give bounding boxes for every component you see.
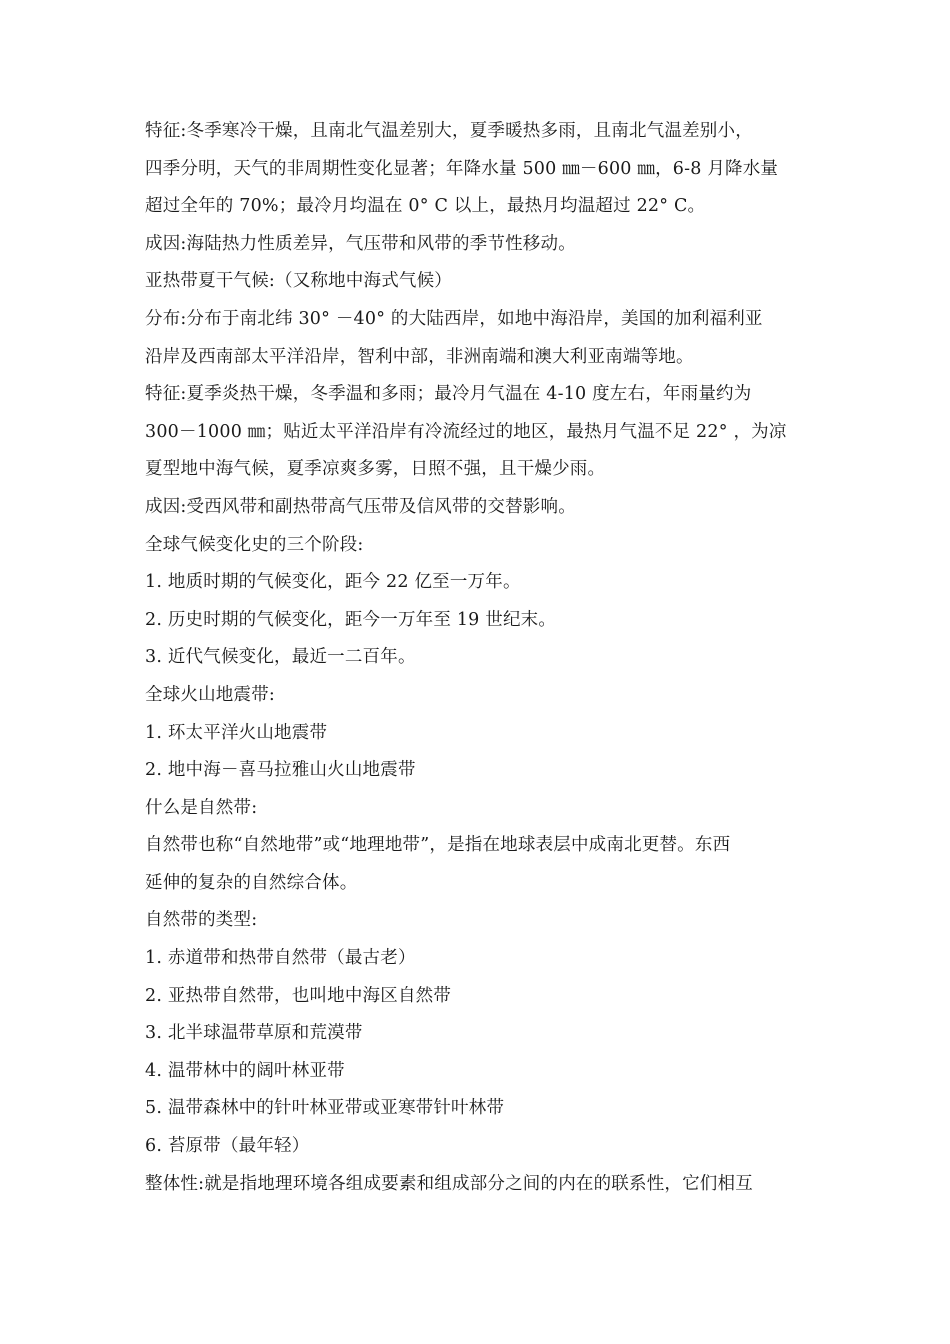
list-item: 3. 北半球温带草原和荒漠带 bbox=[145, 1023, 363, 1044]
text-line: 成因:受西风带和副热带高气压带及信风带的交替影响。 bbox=[145, 496, 576, 517]
text-line: 300－1000 ㎜；贴近太平洋沿岸有冷流经过的地区，最热月气温不足 22° ，为凉 bbox=[145, 421, 787, 442]
list-item: 2. 历史时期的气候变化，距今一万年至 19 世纪末。 bbox=[145, 609, 557, 630]
text-line: 成因:海陆热力性质差异，气压带和风带的季节性移动。 bbox=[145, 233, 576, 254]
section-heading: 亚热带夏干气候:（又称地中海式气候） bbox=[145, 271, 452, 292]
list-item: 3. 近代气候变化，最近一二百年。 bbox=[145, 647, 416, 668]
section-heading: 什么是自然带: bbox=[145, 797, 258, 818]
list-item: 5. 温带森林中的针叶林亚带或亚寒带针叶林带 bbox=[145, 1098, 505, 1119]
document-body bbox=[145, 113, 810, 1203]
text-line: 分布:分布于南北纬 30° －40° 的大陆西岸，如地中海沿岸，美国的加利福利亚 bbox=[145, 308, 763, 329]
section-heading: 全球火山地震带: bbox=[145, 684, 275, 705]
list-item: 4. 温带林中的阔叶林亚带 bbox=[145, 1060, 345, 1081]
text-line: 延伸的复杂的自然综合体。 bbox=[145, 872, 358, 893]
list-item: 1. 赤道带和热带自然带（最古老） bbox=[145, 948, 416, 969]
text-line: 沿岸及西南部太平洋沿岸，智利中部，非洲南端和澳大利亚南端等地。 bbox=[145, 346, 694, 367]
section-heading: 自然带的类型: bbox=[145, 910, 258, 931]
text-line: 夏型地中海气候，夏季凉爽多雾，日照不强，且干燥少雨。 bbox=[145, 459, 606, 480]
text-line: 特征:夏季炎热干燥，冬季温和多雨；最冷月气温在 4-10 度左右，年雨量约为 bbox=[145, 384, 752, 405]
list-item: 6. 苔原带（最年轻） bbox=[145, 1136, 310, 1157]
list-item: 1. 环太平洋火山地震带 bbox=[145, 722, 328, 743]
text-line: 自然带也称“自然地带”或“地理地带”，是指在地球表层中成南北更替。东西 bbox=[145, 835, 731, 856]
text-line: 四季分明，天气的非周期性变化显著；年降水量 500 ㎜－600 ㎜，6-8 月降水量 bbox=[145, 158, 779, 179]
text-line: 超过全年的 70%；最冷月均温在 0° C 以上，最热月均温超过 22° C。 bbox=[145, 196, 706, 217]
text-line: 特征:冬季寒冷干燥，且南北气温差别大，夏季暖热多雨，且南北气温差别小， bbox=[145, 121, 753, 141]
list-item: 1. 地质时期的气候变化，距今 22 亿至一万年。 bbox=[145, 572, 521, 593]
section-heading: 全球气候变化史的三个阶段: bbox=[145, 534, 364, 555]
list-item: 2. 地中海－喜马拉雅山火山地震带 bbox=[145, 760, 416, 781]
list-item: 2. 亚热带自然带，也叫地中海区自然带 bbox=[145, 985, 452, 1006]
text-line: 整体性:就是指地理环境各组成要素和组成部分之间的内在的联系性，它们相互 bbox=[145, 1173, 753, 1194]
